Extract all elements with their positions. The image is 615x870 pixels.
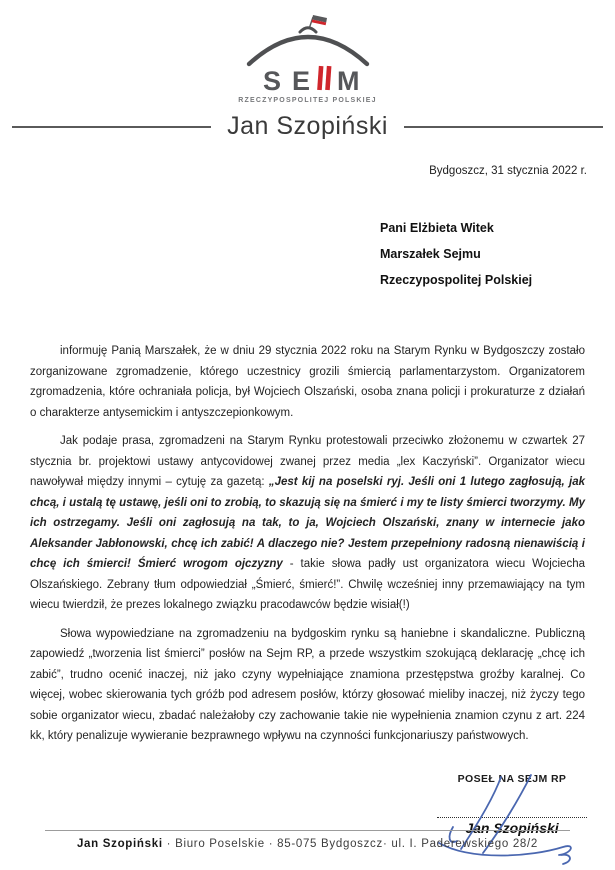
signature-role: POSEŁ NA SEJM RP	[457, 772, 567, 785]
header-rule-left	[12, 126, 211, 128]
paragraph-2-intro: Jak podaje prasa, zgromadzeni na Starym Rynku protestowali przeciwko złożonemu w czwartek 27 stycznia br. projektowi ustawy antycovidowej zwanej przez media „lex Kaczyński”. Organizator wiecu nawoływał między innymi – cytuję za gazetą:	[30, 435, 585, 488]
signature-name: Jan Szopiński	[465, 819, 559, 836]
recipient-line-2: Marszałek Sejmu	[380, 247, 481, 261]
paragraph-3	[30, 624, 585, 747]
paragraph-2-outro: - takie słowa padły ust organizatora wiecu Wojciecha Olszańskiego. Zebrany tłum odpowiedział „Śmierć, śmierć!”. Chwilę wcześniej inny przemawiający na tym wiecu twierdził, że prezes lokalnego związku pracodawców będzie wisiał(!)	[30, 558, 585, 611]
sejm-logo	[0, 0, 615, 104]
signature-block	[437, 773, 587, 836]
sejm-dome-icon	[243, 14, 373, 96]
recipient-line-3: Rzeczypospolitej Polskiej	[380, 273, 533, 287]
logo-letter-e: E	[291, 66, 310, 96]
logo-subtitle: RZECZYPOSPOLITEJ POLSKIEJ	[238, 97, 377, 104]
paragraph-3-text: Słowa wypowiedziane na zgromadzeniu na bydgoskim rynku są haniebne i skandaliczne. Publiczną zapowiedź „tworzenia list śmierci” posłów na Sejm RP, a przede wszystkim szokującą deklarację „chcę ich zabić”, trudno ocenić inaczej, niż jako czyny wypełniające znamiona przestępstwa groźby karalnej. Co więcej, wobec skierowania tych gróźb pod adresem posłów, którzy głosować mieliby inaczej, niż życzy tego sobie organizator wiecu, zbadać należałoby czy zachowanie takie nie wypełnienia znamion czynu z art. 224 kk, który penalizuje wywieranie bezprawnego wpływu na czynności funkcjonariuszy państwowych.	[30, 627, 585, 742]
paragraph-2	[30, 431, 585, 616]
letterhead-name: Jan Szopiński	[227, 112, 388, 140]
logo-letter-j-bar-right	[325, 66, 331, 90]
footer	[45, 830, 570, 850]
signature-dotted-line	[437, 817, 587, 818]
letterhead	[0, 112, 615, 141]
footer-name: Jan Szopiński	[76, 838, 163, 850]
logo-letter-j-bar-left	[317, 66, 323, 90]
logo-letter-m: M	[336, 66, 359, 96]
paragraph-1	[30, 341, 585, 423]
logo-letter-s: S	[262, 66, 281, 96]
recipient-block	[380, 215, 615, 293]
recipient-line-1: Pani Elżbieta Witek	[380, 221, 494, 235]
paragraph-1-text: informuję Panią Marszałek, że w dniu 29 stycznia 2022 roku na Starym Rynku w Bydgoszczy zostało zorganizowane zgromadzenie, którego uczestnicy grozili śmiercią parlamentarzystom. Organizatorem zgromadzenia, które ochraniała policja, był Wojciech Olszański, osoba znana policji i prokuraturze z działań o charakterze antysemickim i antyszczepionkowym.	[30, 345, 585, 419]
header-rule-right	[404, 126, 603, 128]
letter-body	[30, 341, 585, 747]
paragraph-2-quote: „Jest kij na poselski ryj. Jeśli oni 1 lutego zagłosują, jak chcą, i ustalą tę ustawę, jeśli oni to zrobią, to skazują się na śmierć i my te listy śmierci tworzymy. My ich ostrzegamy. Jeśli oni zagłosują na tak, to ja, Wojciech Olszański, znany w internecie jako Aleksander Jabłonowski, chcę ich zabić! A dlaczego nie? Jestem przepełniony radosną nienawiścią i chcę ich śmierci! Śmierć wrogom ojczyzny	[30, 476, 585, 570]
footer-details: · Biuro Poselskie · 85-075 Bydgoszcz· ul. I. Paderewskiego 28/2	[162, 838, 539, 850]
dateline: Bydgoszcz, 31 stycznia 2022 r.	[429, 165, 587, 177]
